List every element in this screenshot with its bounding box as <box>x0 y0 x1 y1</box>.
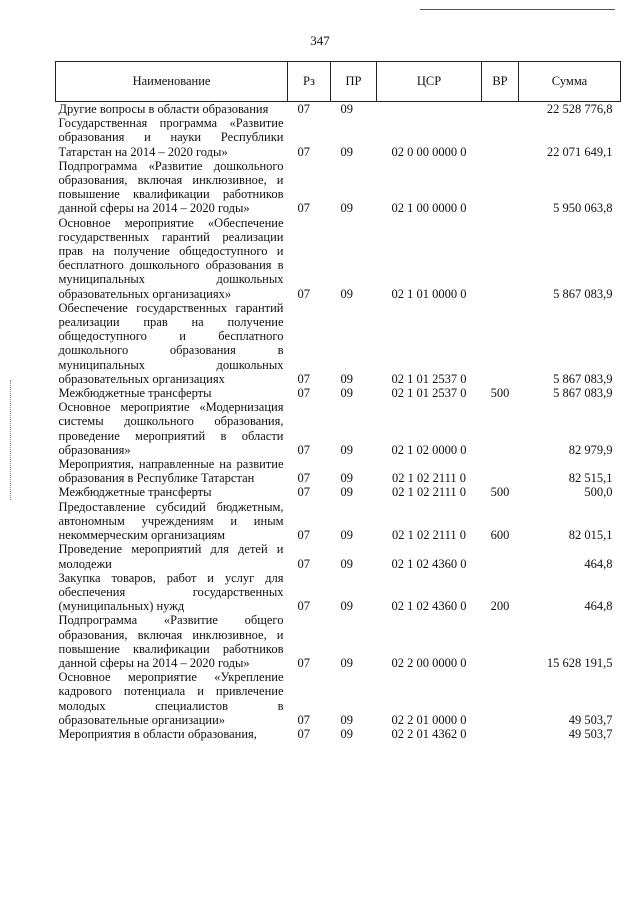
row-csr: 02 1 01 0000 0 <box>391 286 467 301</box>
row-vr <box>482 116 519 159</box>
table-row <box>56 400 621 457</box>
row-sum: 49 503,7 <box>568 726 613 741</box>
row-csr: 02 1 02 4360 0 <box>391 599 467 614</box>
row-pr: 09 <box>340 485 353 500</box>
table-row <box>56 670 621 727</box>
row-sum: 22 071 649,1 <box>546 144 613 159</box>
row-pr: 09 <box>340 144 353 159</box>
margin-marks <box>10 380 13 500</box>
row-name: Межбюджетные трансферты <box>58 485 212 500</box>
row-vr <box>482 159 519 216</box>
table-row <box>56 613 621 670</box>
row-sum: 464,8 <box>584 556 613 571</box>
row-name: Предоставление субсидий бюджетным, автономным учреждениям и иным некоммерческим организациям <box>58 499 284 543</box>
row-csr: 02 0 00 0000 0 <box>391 144 467 159</box>
row-vr: 200 <box>490 599 510 614</box>
row-pr: 09 <box>340 528 353 543</box>
row-pr: 09 <box>340 386 353 401</box>
row-rz: 07 <box>297 528 310 543</box>
row-rz: 07 <box>297 102 310 116</box>
table-row <box>56 542 621 570</box>
row-csr <box>377 102 482 117</box>
table-row <box>56 457 621 485</box>
row-pr: 09 <box>340 201 353 216</box>
row-sum: 82 979,9 <box>568 442 613 457</box>
header-csr: ЦСР <box>377 62 482 102</box>
row-rz: 07 <box>297 726 310 741</box>
row-csr: 02 1 02 2111 0 <box>391 528 467 543</box>
row-rz: 07 <box>297 201 310 216</box>
row-vr <box>482 102 519 117</box>
row-csr: 02 1 01 2537 0 <box>391 386 467 401</box>
row-name: Государственная программа «Развитие образования и науки Республики Татарстан на 2014 – 2020 годы» <box>58 116 284 159</box>
row-name: Основное мероприятие «Модернизация системы дошкольного образования, проведение мероприятий в области образования» <box>58 400 284 457</box>
header-vr: ВР <box>482 62 519 102</box>
row-sum: 5 950 063,8 <box>553 201 613 216</box>
row-sum: 82 515,1 <box>568 471 613 486</box>
row-vr <box>482 457 519 485</box>
row-sum: 15 628 191,5 <box>546 655 613 670</box>
row-name: Другие вопросы в области образования <box>58 102 269 116</box>
budget-table <box>55 61 621 741</box>
row-name: Подпрограмма «Развитие общего образования, включая инклюзивное, и повышение квалификации работников данной сферы на 2014 – 2020 годы» <box>58 613 284 670</box>
row-csr: 02 1 02 2111 0 <box>391 485 467 500</box>
row-name: Основное мероприятие «Укрепление кадрового потенциала и привлечение молодых специалистов в образовательные организации» <box>58 670 284 727</box>
row-pr: 09 <box>340 442 353 457</box>
table-row <box>56 102 621 117</box>
row-name: Проведение мероприятий для детей и молодежи <box>58 542 284 571</box>
row-pr: 09 <box>340 712 353 727</box>
row-pr: 09 <box>340 286 353 301</box>
row-rz: 07 <box>297 655 310 670</box>
row-vr <box>482 670 519 727</box>
row-rz: 07 <box>297 712 310 727</box>
row-rz: 07 <box>297 442 310 457</box>
table-row <box>56 727 621 741</box>
row-sum: 49 503,7 <box>568 712 613 727</box>
row-pr: 09 <box>340 102 353 116</box>
row-name: Обеспечение государственных гарантий реализации прав на получение общедоступного и бесплатного дошкольного образования в муниципальных дошкольных образовательных организациях <box>58 300 284 386</box>
row-rz: 07 <box>297 485 310 500</box>
row-vr <box>482 400 519 457</box>
row-pr: 09 <box>340 471 353 486</box>
row-vr: 600 <box>490 528 510 543</box>
top-rule <box>420 9 615 10</box>
row-rz: 07 <box>297 371 310 386</box>
row-csr: 02 1 00 0000 0 <box>391 201 467 216</box>
row-sum: 464,8 <box>584 599 613 614</box>
row-vr <box>482 216 519 301</box>
table-row <box>56 301 621 386</box>
table-row <box>56 485 621 499</box>
row-sum: 5 867 083,9 <box>553 286 613 301</box>
row-pr: 09 <box>340 655 353 670</box>
row-csr: 02 2 01 4362 0 <box>391 726 467 741</box>
row-name: Закупка товаров, работ и услуг для обеспечения государственных (муниципальных) нужд <box>58 570 284 614</box>
page-number: 347 <box>310 33 330 48</box>
row-csr: 02 2 00 0000 0 <box>391 655 467 670</box>
header-rz: Рз <box>288 62 331 102</box>
table-row <box>56 116 621 159</box>
row-rz: 07 <box>297 471 310 486</box>
row-vr: 500 <box>490 386 510 401</box>
row-name: Подпрограмма «Развитие дошкольного образования, включая инклюзивное, и повышение квалификации работников данной сферы на 2014 – 2020 годы» <box>58 158 284 216</box>
row-pr: 09 <box>340 371 353 386</box>
table-header-row <box>56 62 621 102</box>
row-vr <box>482 301 519 386</box>
row-sum: 5 867 083,9 <box>553 371 613 386</box>
row-pr: 09 <box>340 726 353 741</box>
header-pr: ПР <box>331 62 377 102</box>
row-sum: 22 528 776,8 <box>546 102 613 116</box>
row-csr: 02 1 02 2111 0 <box>391 471 467 486</box>
row-rz: 07 <box>297 556 310 571</box>
table-row <box>56 571 621 614</box>
row-csr: 02 1 01 2537 0 <box>391 371 467 386</box>
row-name: Межбюджетные трансферты <box>58 386 212 401</box>
row-sum: 5 867 083,9 <box>553 386 613 401</box>
row-name: Мероприятия, направленные на развитие образования в Республике Татарстан <box>58 457 284 486</box>
row-name: Мероприятия в области образования, <box>58 726 257 741</box>
row-vr <box>482 613 519 670</box>
row-sum: 82 015,1 <box>568 528 613 543</box>
header-sum: Сумма <box>519 62 621 102</box>
row-vr <box>482 727 519 741</box>
table-row <box>56 159 621 216</box>
row-rz: 07 <box>297 599 310 614</box>
row-rz: 07 <box>297 286 310 301</box>
row-csr: 02 1 02 0000 0 <box>391 442 467 457</box>
header-name: Наименование <box>56 62 288 102</box>
table-row <box>56 216 621 301</box>
row-sum: 500,0 <box>584 485 613 500</box>
table-row <box>56 500 621 543</box>
table-row <box>56 386 621 400</box>
row-vr: 500 <box>490 485 510 500</box>
row-name: Основное мероприятие «Обеспечение государственных гарантий реализации прав на получение общедоступного и бесплатного дошкольного образования в муниципальных дошкольных образовательных организациях» <box>58 215 284 301</box>
row-pr: 09 <box>340 599 353 614</box>
row-pr: 09 <box>340 556 353 571</box>
row-csr: 02 2 01 0000 0 <box>391 712 467 727</box>
row-rz: 07 <box>297 386 310 401</box>
row-csr: 02 1 02 4360 0 <box>391 556 467 571</box>
row-rz: 07 <box>297 144 310 159</box>
row-vr <box>482 542 519 570</box>
